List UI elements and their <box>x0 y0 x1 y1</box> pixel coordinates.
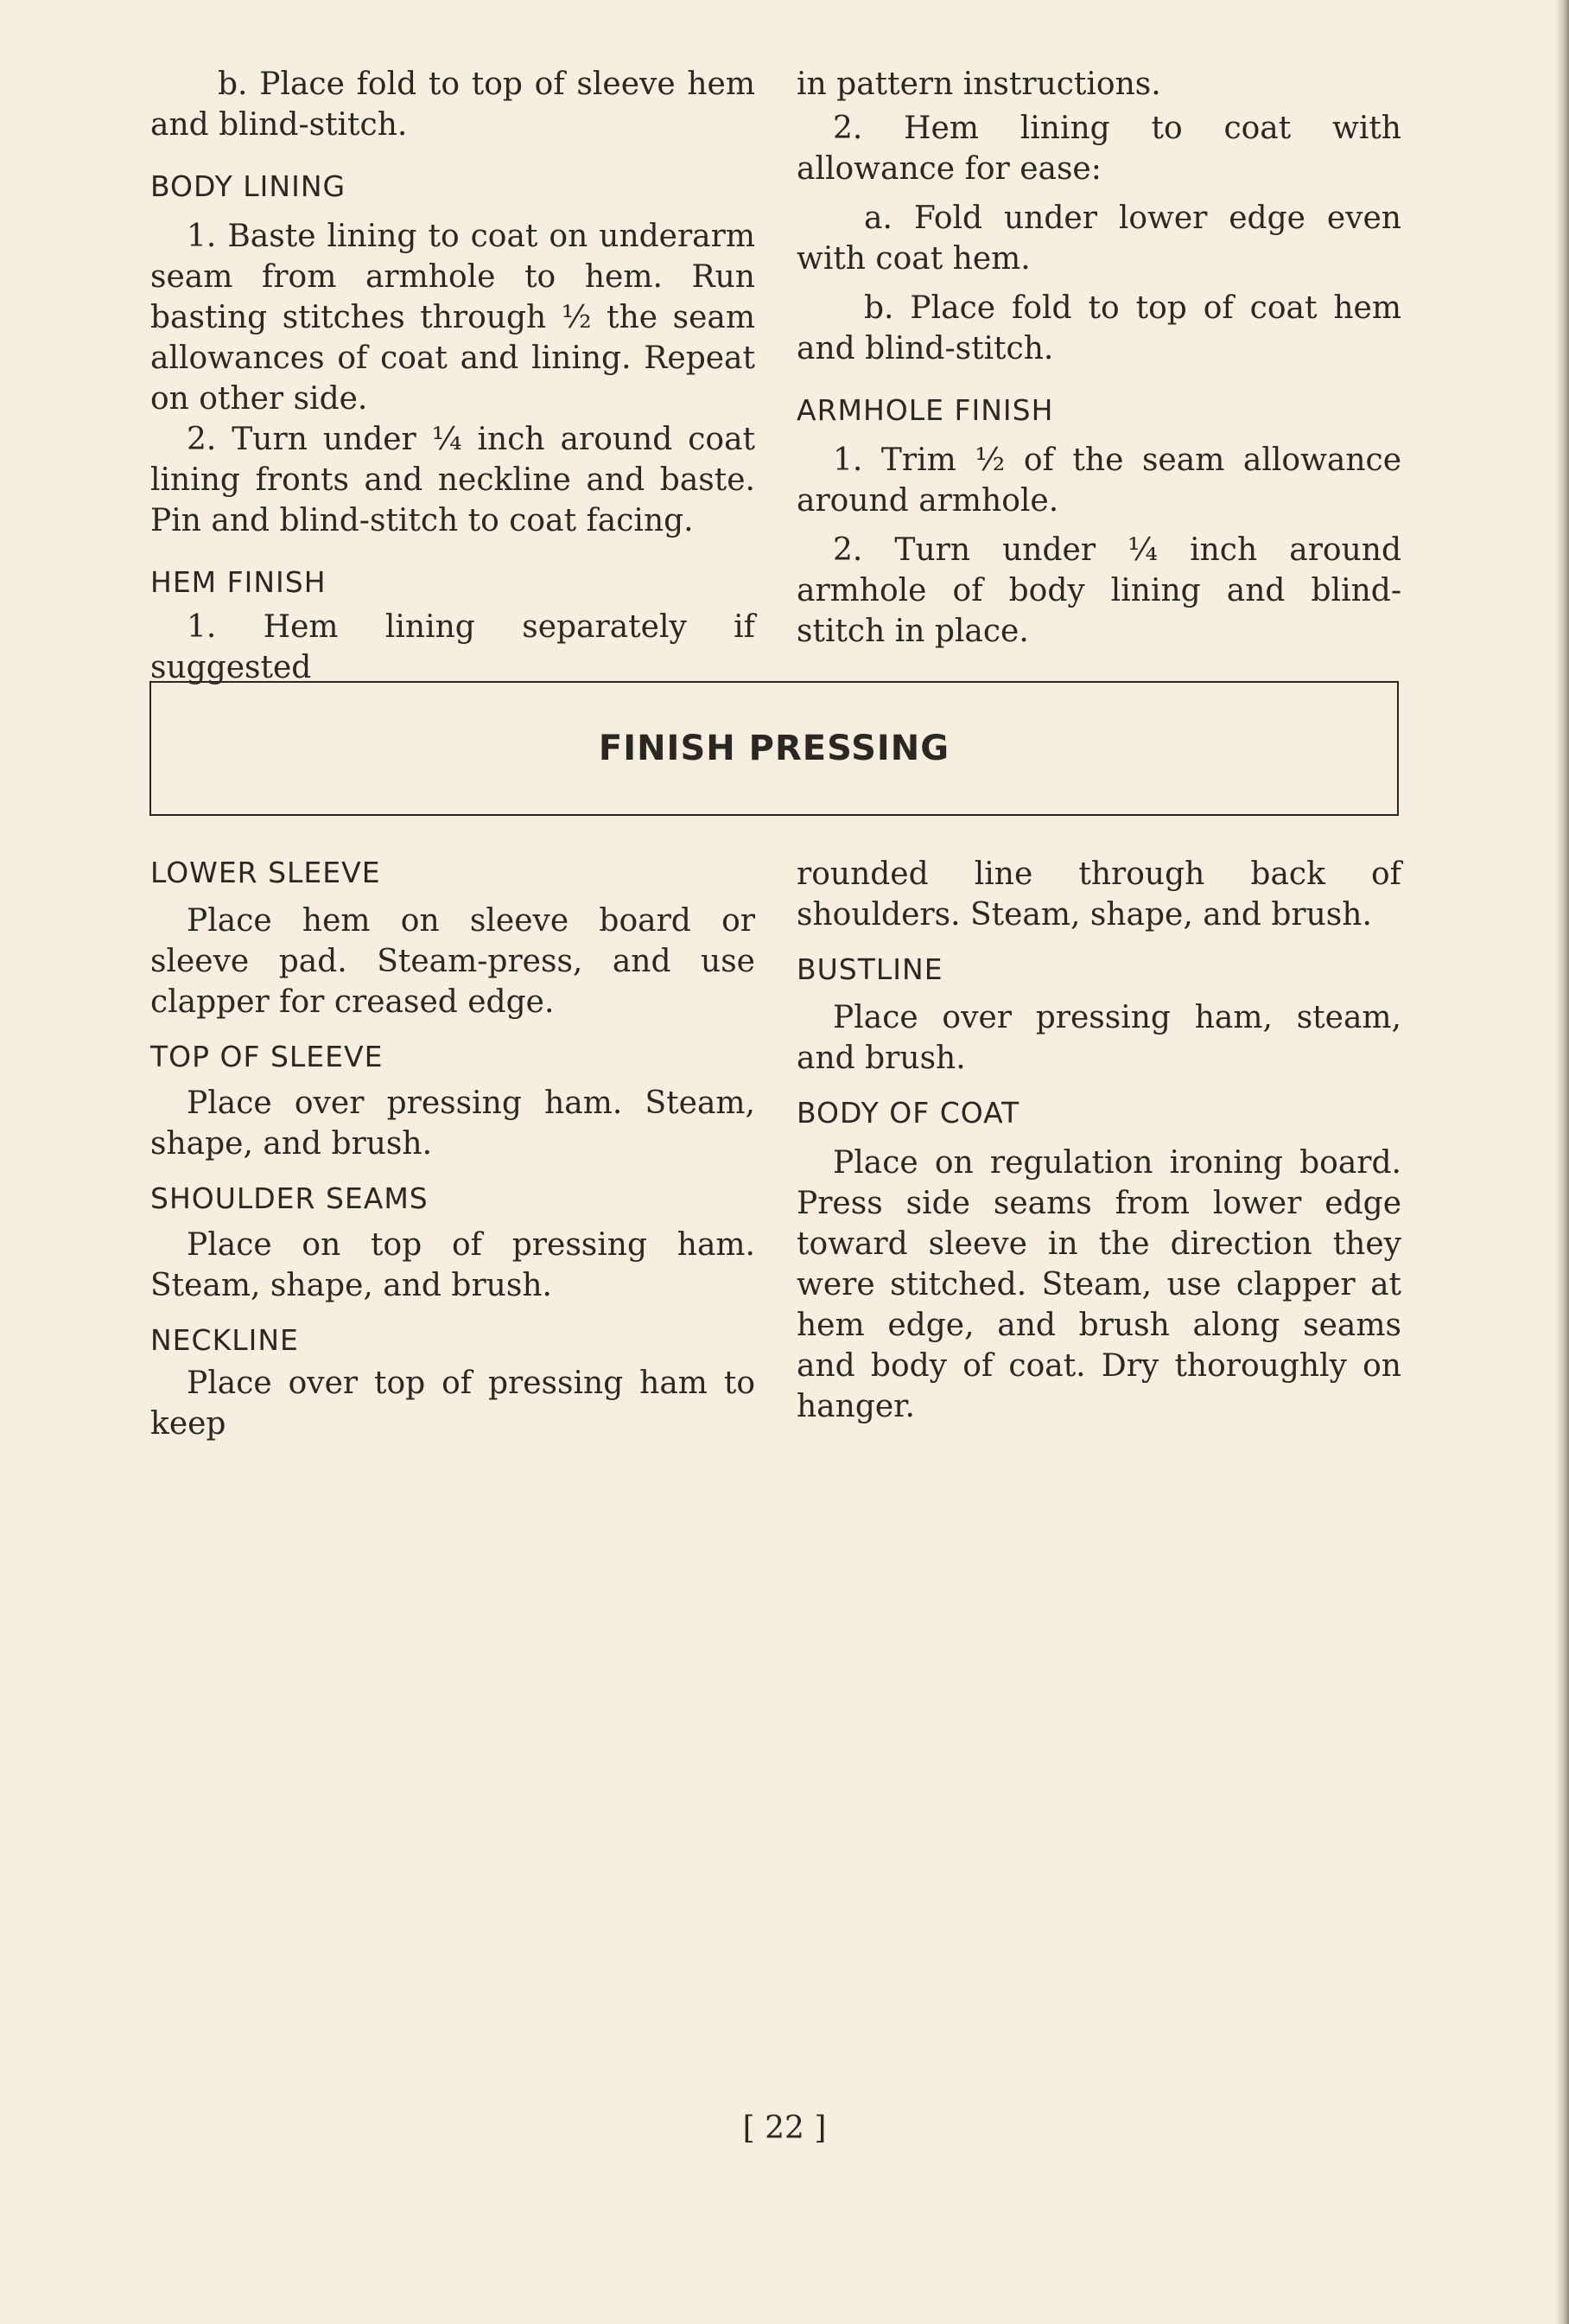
bottom-left-column <box>150 854 755 1453</box>
page-number: [ 22 ] <box>742 2111 827 2146</box>
body-lining-step-1: 1. Baste lining to coat on underarm seam from armhole to hem. Run basting stitches through ½ the seam allowances of coat and lining. Repeat on other side. <box>150 219 755 417</box>
lower-sleeve-heading: LOWER SLEEVE <box>150 856 381 889</box>
shoulder-seams-heading: SHOULDER SEAMS <box>150 1181 429 1215</box>
sleeve-hem-step-b: b. Place fold to top of sleeve hem and blind-stitch. <box>150 67 755 143</box>
finish-pressing-banner <box>149 681 1399 816</box>
bustline-text: Place over pressing ham, steam, and brush. <box>797 1000 1401 1076</box>
neckline-heading: NECKLINE <box>150 1323 299 1357</box>
armhole-finish-heading: ARMHOLE FINISH <box>797 393 1054 427</box>
top-of-sleeve-heading: TOP OF SLEEVE <box>150 1040 384 1073</box>
armhole-finish-step-1: 1. Trim ½ of the seam allowance around armhole. <box>797 443 1401 519</box>
body-lining-heading: BODY LINING <box>150 169 346 203</box>
armhole-finish-step-2: 2. Turn under ¼ inch around armhole of body lining and blind-stitch in place. <box>797 532 1401 649</box>
neckline-text-start: Place over top of pressing ham to keep <box>150 1366 755 1442</box>
hem-finish-step-2a: a. Fold under lower edge even with coat hem. <box>797 201 1401 277</box>
bottom-right-column <box>797 854 1401 1436</box>
body-of-coat-heading: BODY OF COAT <box>797 1096 1020 1130</box>
neckline-text-end: rounded line through back of shoulders. Steam, shape, and brush. <box>797 856 1401 933</box>
body-lining-step-2: 2. Turn under ¼ inch around coat lining fronts and neckline and baste. Pin and blind-stitch to coat facing. <box>150 422 755 538</box>
bustline-heading: BUSTLINE <box>797 952 943 986</box>
hem-finish-heading: HEM FINISH <box>150 565 327 599</box>
body-of-coat-text: Place on regulation ironing board. Press side seams from lower edge toward sleeve in the direction they were stitched. Steam, use clapper at hem edge, and brush along seams and body of coat. Dry thoroughly on hanger. <box>797 1145 1401 1424</box>
finish-pressing-title: FINISH PRESSING <box>598 729 950 768</box>
hem-finish-step-1-start: 1. Hem lining separately if suggested <box>150 609 755 685</box>
hem-finish-step-2: 2. Hem lining to coat with allowance for ease: <box>797 111 1401 187</box>
lower-sleeve-text: Place hem on sleeve board or sleeve pad. Steam-press, and use clapper for creased edge. <box>150 903 755 1020</box>
shoulder-seams-text: Place on top of pressing ham. Steam, shape, and brush. <box>150 1227 755 1303</box>
hem-finish-step-1-end: in pattern instructions. <box>797 67 1161 102</box>
page-edge-shadow <box>1555 0 1569 2324</box>
top-left-column <box>150 64 755 697</box>
top-of-sleeve-text: Place over pressing ham. Steam, shape, and brush. <box>150 1086 755 1162</box>
hem-finish-step-2b: b. Place fold to top of coat hem and blind-stitch. <box>797 290 1401 366</box>
top-right-column <box>797 64 1401 660</box>
